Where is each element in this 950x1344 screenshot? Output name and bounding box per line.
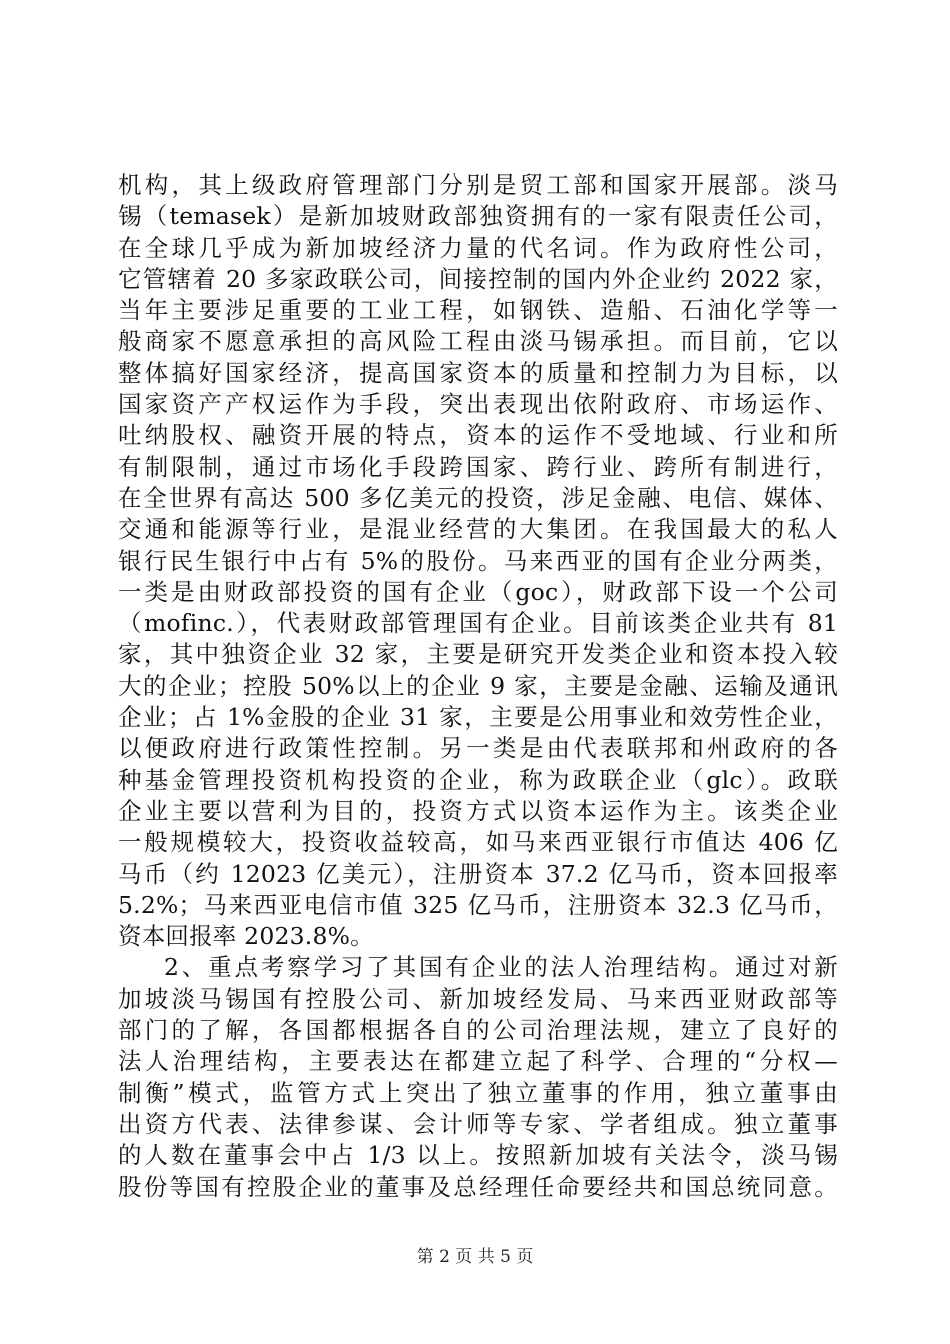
text-line-32: 的人数在董事会中占 1/3 以上。按照新加坡有关法令，淡马锡 bbox=[118, 1141, 838, 1170]
text-line-8: 国家资产产权运作为手段，突出表现出依附政府、市场运作、 bbox=[118, 390, 838, 419]
text-line-16: 家，其中独资企业 32 家，主要是研究开发类企业和资本投入较 bbox=[118, 640, 838, 669]
text-line-6: 般商家不愿意承担的高风险工程由淡马锡承担。而目前，它以 bbox=[118, 327, 838, 356]
text-line-10: 有制限制，通过市场化手段跨国家、跨行业、跨所有制进行， bbox=[118, 452, 838, 481]
text-line-2: 锡（temasek）是新加坡财政部独资拥有的一家有限责任公司， bbox=[118, 202, 838, 231]
text-line-4: 它管辖着 20 多家政联公司，间接控制的国内外企业约 2022 家， bbox=[118, 264, 838, 293]
text-line-20: 种基金管理投资机构投资的企业，称为政联企业（glc）。政联 bbox=[118, 765, 838, 794]
text-line-28: 部门的了解，各国都根据各自的公司治理法规，建立了良好的 bbox=[118, 1016, 838, 1045]
text-line-27: 加坡淡马锡国有控股公司、新加坡经发局、马来西亚财政部等 bbox=[118, 984, 838, 1013]
text-line-14: 一类是由财政部投资的国有企业（goc），财政部下设一个公司 bbox=[118, 577, 838, 606]
text-line-9: 吐纳股权、融资开展的特点，资本的运作不受地域、行业和所 bbox=[118, 421, 838, 450]
text-line-17: 大的企业；控股 50%以上的企业 9 家，主要是金融、运输及通讯 bbox=[118, 671, 838, 700]
text-line-7: 整体搞好国家经济，提高国家资本的质量和控制力为目标，以 bbox=[118, 358, 838, 387]
text-line-13: 银行民生银行中占有 5%的股份。马来西亚的国有企业分两类， bbox=[118, 546, 838, 575]
text-line-21: 企业主要以营利为目的，投资方式以资本运作为主。该类企业 bbox=[118, 796, 838, 825]
text-line-25: 资本回报率 2023.8%。 bbox=[118, 922, 374, 951]
text-line-1: 机构，其上级政府管理部门分别是贸工部和国家开展部。淡马 bbox=[118, 171, 838, 199]
page-footer: 第 2 页 共 5 页 bbox=[416, 1247, 534, 1267]
text-line-18: 企业；占 1%金股的企业 31 家，主要是公用事业和效劳性企业， bbox=[118, 703, 838, 732]
text-line-26: 2、重点考察学习了其国有企业的法人治理结构。通过对新 bbox=[164, 953, 838, 982]
text-line-24: 5.2%；马来西亚电信市值 325 亿马币，注册资本 32.3 亿马币， bbox=[118, 890, 838, 919]
text-line-19: 以便政府进行政策性控制。另一类是由代表联邦和州政府的各 bbox=[118, 734, 838, 763]
text-line-15: （mofinc.），代表财政部管理国有企业。目前该类企业共有 81 bbox=[118, 609, 838, 638]
text-line-11: 在全世界有高达 500 多亿美元的投资，涉足金融、电信、媒体、 bbox=[118, 483, 838, 512]
text-line-5: 当年主要涉足重要的工业工程，如钢铁、造船、石油化学等一 bbox=[118, 296, 838, 325]
text-line-30: 制衡”模式，监管方式上突出了独立董事的作用，独立董事由 bbox=[118, 1078, 838, 1107]
text-line-23: 马币（约 12023 亿美元），注册资本 37.2 亿马币，资本回报率 bbox=[118, 859, 838, 888]
text-line-12: 交通和能源等行业，是混业经营的大集团。在我国最大的私人 bbox=[118, 515, 838, 544]
text-line-29: 法人治理结构，主要表达在都建立起了科学、合理的“分权— bbox=[118, 1047, 838, 1076]
text-line-3: 在全球几乎成为新加坡经济力量的代名词。作为政府性公司， bbox=[118, 233, 838, 262]
document-body bbox=[118, 170, 838, 1203]
text-line-22: 一般规模较大，投资收益较高，如马来西亚银行市值达 406 亿 bbox=[118, 828, 838, 857]
text-line-33: 股份等国有控股企业的董事及总经理任命要经共和国总统同意。 bbox=[118, 1172, 838, 1201]
text-line-31: 出资方代表、法律参谋、会计师等专家、学者组成。独立董事 bbox=[118, 1109, 838, 1138]
